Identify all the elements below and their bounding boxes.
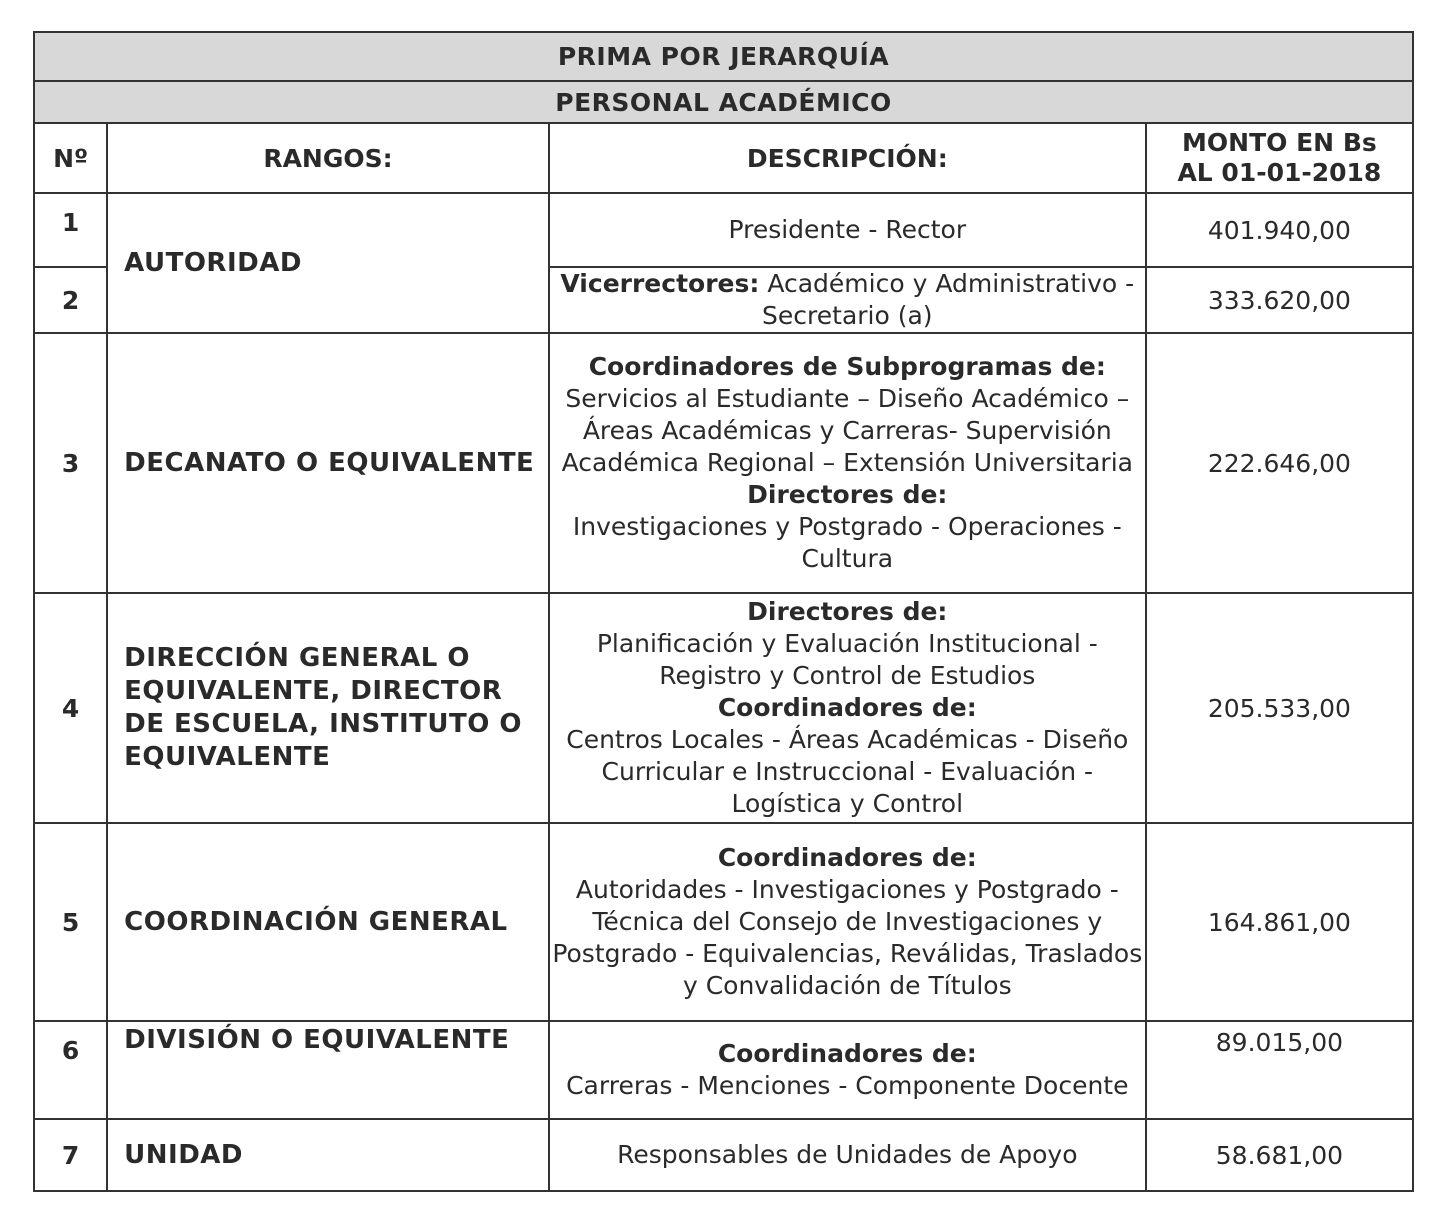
table-row bbox=[34, 193, 1413, 267]
description-text: Presidente - Rector bbox=[728, 215, 967, 244]
description-text: Autoridades - Investigaciones y Postgrado - Técnica del Consejo de Investigaciones y Postgrado - Equivalencias, Reválidas, Traslados y Convalidación de Títulos bbox=[552, 875, 1143, 1000]
description-text: Carreras - Menciones - Componente Docente bbox=[566, 1071, 1129, 1100]
row-amount: 333.620,00 bbox=[1146, 267, 1413, 333]
row-rank: DIVISIÓN O EQUIVALENTE bbox=[107, 1021, 549, 1119]
row-rank: COORDINACIÓN GENERAL bbox=[107, 823, 549, 1021]
description-heading: Directores de: bbox=[747, 480, 948, 509]
row-amount: 222.646,00 bbox=[1146, 333, 1413, 593]
description-text: Planificación y Evaluación Institucional - Registro y Control de Estudios bbox=[596, 629, 1098, 690]
row-number: 1 bbox=[34, 193, 107, 267]
row-rank: DECANATO O EQUIVALENTE bbox=[107, 333, 549, 593]
row-description bbox=[549, 593, 1146, 823]
table-row bbox=[34, 593, 1413, 823]
description-text: Académico y Administrativo - Secretario (a) bbox=[759, 269, 1135, 330]
description-block bbox=[550, 351, 1145, 479]
row-number: 3 bbox=[34, 333, 107, 593]
row-description bbox=[549, 333, 1146, 593]
row-description bbox=[549, 193, 1146, 267]
description-text: Responsables de Unidades de Apoyo bbox=[617, 1140, 1078, 1169]
description-text: Investigaciones y Postgrado - Operaciones - Cultura bbox=[572, 512, 1122, 573]
row-number: 4 bbox=[34, 593, 107, 823]
row-amount: 401.940,00 bbox=[1146, 193, 1413, 267]
description-block bbox=[550, 1038, 1145, 1102]
row-amount: 58.681,00 bbox=[1146, 1119, 1413, 1191]
row-number: 2 bbox=[34, 267, 107, 333]
table-row bbox=[34, 333, 1413, 593]
row-rank: UNIDAD bbox=[107, 1119, 549, 1191]
description-block bbox=[550, 692, 1145, 820]
header-amount bbox=[1146, 123, 1413, 193]
row-number: 7 bbox=[34, 1119, 107, 1191]
header-amount-line2: AL 01-01-2018 bbox=[1177, 158, 1382, 187]
row-amount: 164.861,00 bbox=[1146, 823, 1413, 1021]
table-subtitle: PERSONAL ACADÉMICO bbox=[34, 81, 1413, 123]
description-block bbox=[550, 479, 1145, 575]
table-row bbox=[34, 1021, 1413, 1119]
description-block bbox=[550, 214, 1145, 246]
row-description bbox=[549, 823, 1146, 1021]
header-num: Nº bbox=[34, 123, 107, 193]
row-amount: 205.533,00 bbox=[1146, 593, 1413, 823]
description-heading: Vicerrectores: bbox=[560, 269, 760, 298]
row-amount: 89.015,00 bbox=[1146, 1021, 1413, 1119]
header-amount-line1: MONTO EN Bs bbox=[1182, 128, 1377, 157]
table-row bbox=[34, 823, 1413, 1021]
description-heading: Coordinadores de Subprogramas de: bbox=[588, 352, 1106, 381]
row-number: 5 bbox=[34, 823, 107, 1021]
row-rank: AUTORIDAD bbox=[107, 193, 549, 333]
description-block bbox=[550, 1139, 1145, 1171]
row-description bbox=[549, 267, 1146, 333]
description-text: Centros Locales - Áreas Académicas - Diseño Curricular e Instruccional - Evaluación - Logística y Control bbox=[566, 725, 1129, 818]
row-description bbox=[549, 1119, 1146, 1191]
description-heading: Coordinadores de: bbox=[717, 843, 977, 872]
row-rank: DIRECCIÓN GENERAL O EQUIVALENTE, DIRECTOR DE ESCUELA, INSTITUTO O EQUIVALENTE bbox=[107, 593, 549, 823]
description-heading: Coordinadores de: bbox=[717, 693, 977, 722]
header-rank: RANGOS: bbox=[107, 123, 549, 193]
row-number: 6 bbox=[34, 1021, 107, 1119]
description-block bbox=[550, 268, 1145, 332]
table-title: PRIMA POR JERARQUÍA bbox=[34, 32, 1413, 81]
header-desc: DESCRIPCIÓN: bbox=[549, 123, 1146, 193]
column-headers bbox=[34, 123, 1413, 193]
description-text: Servicios al Estudiante – Diseño Académico – Áreas Académicas y Carreras- Supervisión Académica Regional – Extensión Universitaria bbox=[561, 384, 1133, 477]
description-heading: Coordinadores de: bbox=[717, 1039, 977, 1068]
description-heading: Directores de: bbox=[747, 597, 948, 626]
description-block bbox=[550, 596, 1145, 692]
row-description bbox=[549, 1021, 1146, 1119]
description-block bbox=[550, 842, 1145, 1002]
prima-jerarquia-table bbox=[33, 31, 1414, 1192]
table-row bbox=[34, 1119, 1413, 1191]
